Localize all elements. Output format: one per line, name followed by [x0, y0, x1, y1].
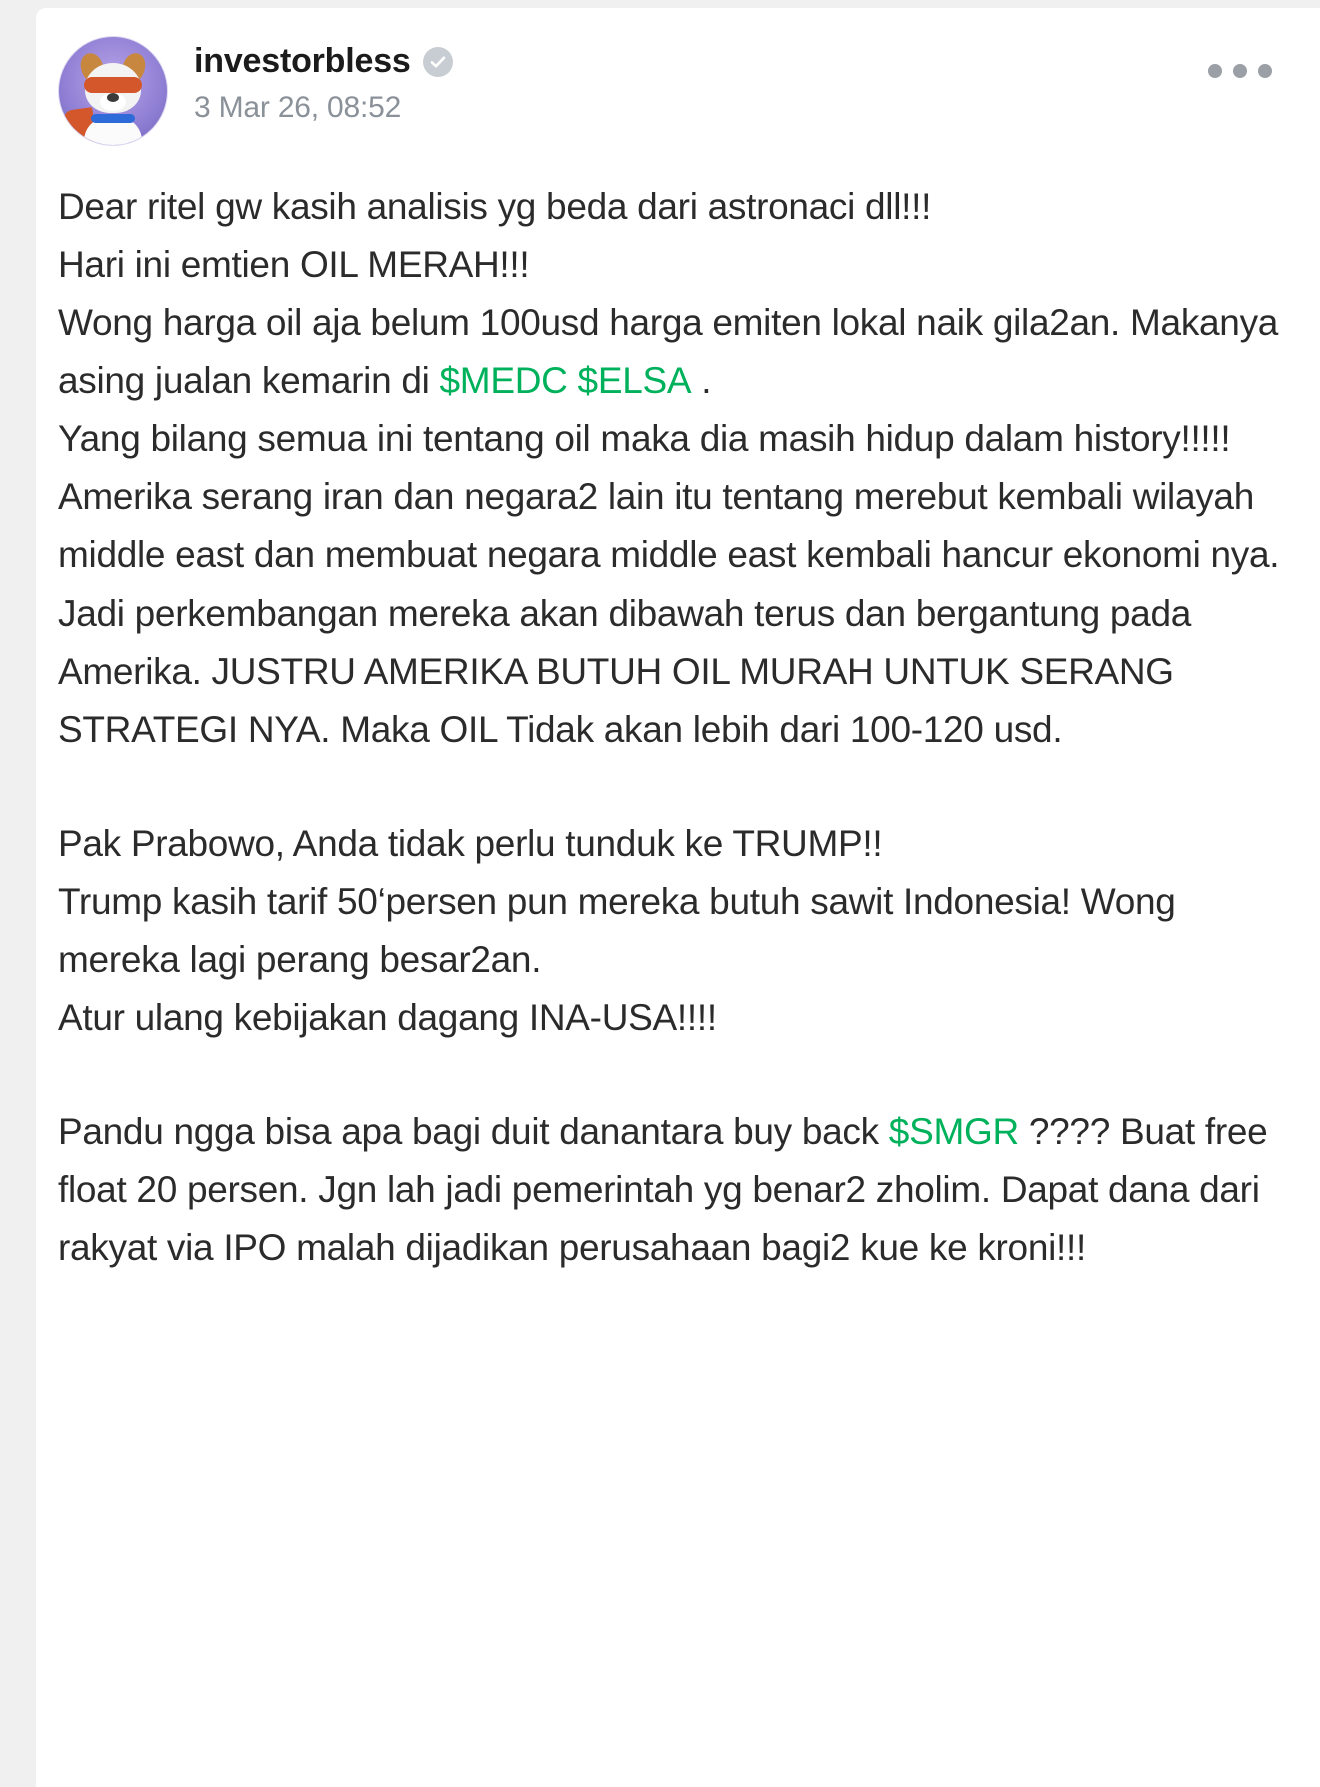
post-text: . — [691, 360, 712, 402]
post-timestamp: 3 Mar 26, 08:52 — [194, 91, 402, 124]
post-paragraph — [58, 178, 1284, 236]
post-paragraph — [58, 873, 1284, 989]
post-text: Yang bilang semua ini tentang oil maka dia masih hidup dalam history!!!!! — [58, 418, 1231, 460]
more-dot-3 — [1258, 64, 1272, 78]
post-paragraph — [58, 236, 1284, 294]
post-text: Dear ritel gw kasih analisis yg beda dari astronaci dll!!! — [58, 186, 932, 227]
post-text: Wong harga oil aja belum 100usd harga emiten lokal naik gila2an. Makanya asing jualan kemarin di — [58, 302, 1279, 402]
post-paragraph — [58, 410, 1284, 468]
author-info — [194, 36, 453, 125]
more-dot-1 — [1208, 64, 1222, 78]
post-paragraph — [58, 1103, 1284, 1277]
post-body — [58, 178, 1284, 1277]
cashtag-link[interactable]: $SMGR — [888, 1111, 1019, 1153]
author-name-row — [194, 42, 453, 81]
post-text: Atur ulang kebijakan dagang INA-USA!!!! — [58, 997, 717, 1039]
post-paragraph — [58, 989, 1284, 1047]
cashtag-link[interactable]: $MEDC — [439, 360, 568, 402]
post-paragraph — [58, 294, 1284, 410]
paragraph-spacer — [58, 1047, 1284, 1103]
author-username[interactable]: investorbless — [194, 42, 411, 80]
post-paragraph — [58, 815, 1284, 873]
post-text: Pak Prabowo, Anda tidak perlu tunduk ke TRUMP!! — [58, 822, 883, 864]
cashtag-link[interactable]: $ELSA — [577, 360, 692, 402]
verified-check-icon — [423, 47, 453, 77]
more-dot-2 — [1233, 64, 1247, 78]
post-text — [568, 360, 578, 401]
post-paragraph — [58, 468, 1284, 758]
post-header — [58, 36, 1284, 146]
post-text: Hari ini emtien OIL MERAH!!! — [58, 244, 530, 286]
post-text: Trump kasih tarif 50‘persen pun mereka butuh sawit Indonesia! Wong mereka lagi perang besar2an. — [58, 880, 1176, 980]
paragraph-spacer — [58, 759, 1284, 815]
avatar[interactable] — [58, 36, 168, 146]
post-text: Amerika serang iran dan negara2 lain itu tentang merebut kembali wilayah middle east dan membuat negara middle east kembali hancur ekonomi nya. Jadi perkembangan mereka akan dibawah terus dan bergantung pada Amerika. JUSTRU AMERIKA BUTUH OIL MURAH UNTUK SERANG STRATEGI NYA. Maka OIL Tidak akan lebih dari 100-120 usd. — [58, 476, 1280, 750]
avatar-mask — [84, 77, 142, 93]
post-text: ???? Buat free float 20 persen. Jgn lah jadi pemerintah yg benar2 zholim. Dapat dana dari rakyat via IPO malah dijadikan perusahaan bagi2 kue ke kroni!!! — [58, 1111, 1268, 1269]
post-text: Pandu ngga bisa apa bagi duit danantara buy back — [58, 1111, 889, 1153]
more-options-icon[interactable] — [1202, 58, 1278, 84]
avatar-nose — [107, 93, 119, 102]
post-card — [36, 8, 1320, 1787]
avatar-collar — [91, 114, 135, 123]
